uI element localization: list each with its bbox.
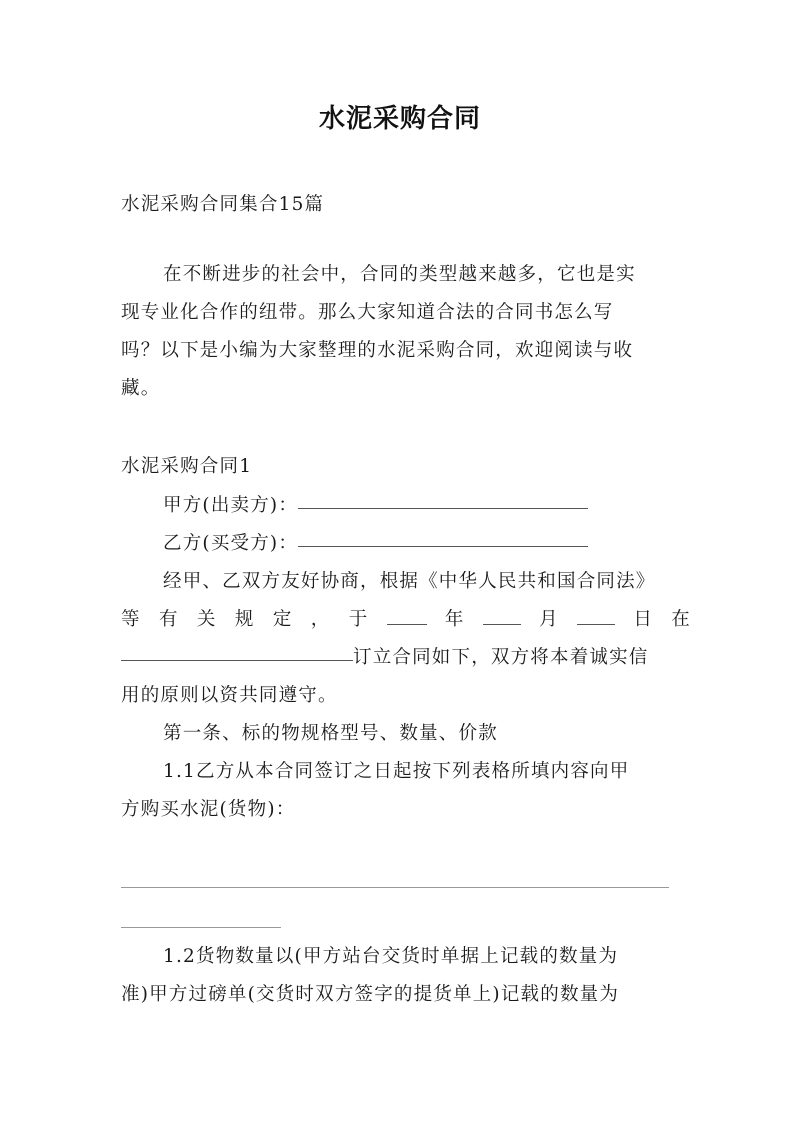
para1-word: ， (310, 609, 331, 630)
table-placeholder-rule-1 (121, 887, 669, 888)
month-label: 月 (539, 609, 559, 630)
para1-line-1: 经甲、乙双方友好协商，根据《中华人民共和国合同法》 (163, 571, 656, 592)
para1-line-3-text: 订立合同如下，双方将本着诚实信 (353, 647, 649, 668)
party-a-blank (298, 507, 588, 509)
para1-line-2 (121, 605, 691, 635)
party-a-row (163, 491, 691, 521)
intro-line-3: 吗？以下是小编为大家整理的水泥采购合同，欢迎阅读与收 (121, 340, 634, 361)
para1-word: 定 (272, 609, 293, 630)
month-blank (483, 623, 521, 625)
intro-line-2: 现专业化合作的纽带。那么大家知道合法的合同书怎么写 (121, 302, 614, 323)
document-subtitle: 水泥采购合同集合15篇 (121, 194, 325, 215)
day-blank (577, 623, 615, 625)
article1-heading: 第一条、标的物规格型号、数量、价款 (163, 723, 498, 744)
location-blank (121, 659, 353, 661)
year-label: 年 (444, 609, 465, 630)
party-b-row (163, 529, 691, 559)
section-heading: 水泥采购合同1 (121, 456, 253, 477)
page-title: 水泥采购合同 (318, 104, 481, 134)
clause-1-2-line-1: 1.2货物数量以(甲方站台交货时单据上记载的数量为 (163, 946, 619, 967)
party-b-blank (298, 545, 588, 547)
para1-line-3 (121, 643, 691, 673)
table-placeholder-rule-2 (121, 927, 281, 928)
intro-line-4: 藏。 (121, 378, 161, 399)
para1-word: 于 (348, 609, 369, 630)
clause-1-1-line-1: 1.1乙方从本合同签订之日起按下列表格所填内容向甲 (163, 761, 630, 782)
year-blank (387, 623, 427, 625)
para1-word: 关 (196, 609, 217, 630)
clause-1-2-line-2: 准)甲方过磅单(交货时双方签字的提货单上)记载的数量为 (121, 984, 620, 1005)
intro-line-1: 在不断进步的社会中，合同的类型越来越多，它也是实 (163, 264, 636, 285)
para1-word: 规 (234, 609, 255, 630)
day-label: 日 (633, 609, 654, 630)
para1-line-4: 用的原则以资共同遵守。 (121, 685, 338, 706)
para1-word: 有 (158, 609, 179, 630)
clause-1-1-line-2: 方购买水泥(货物)： (121, 799, 296, 820)
at-label: 在 (671, 609, 691, 630)
party-b-label: 乙方(买受方)： (163, 533, 299, 554)
para1-word: 等 (121, 609, 141, 630)
party-a-label: 甲方(出卖方)： (163, 495, 299, 516)
